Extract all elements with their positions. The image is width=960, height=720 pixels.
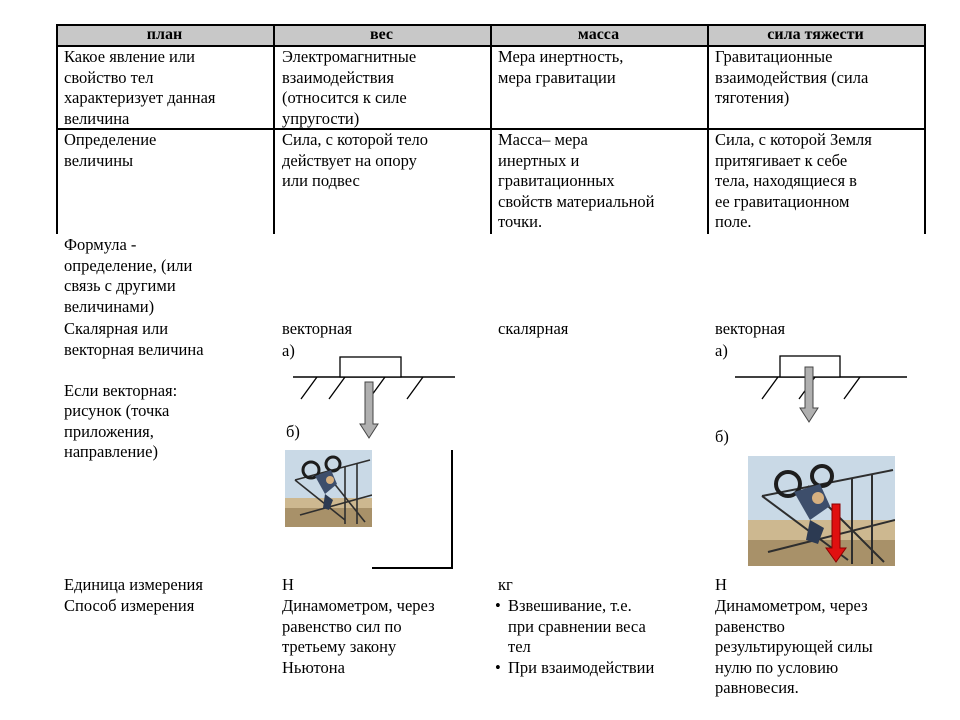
cell-definition-weight: Сила, с которой тело действует на опору или подвес [282,130,429,190]
header-weight: вес [273,25,490,45]
gravity-support-diagram [730,352,910,432]
header-gravity: сила тяжести [707,25,924,45]
cell-unit-mass: кг [498,575,513,594]
gravity-photo [748,456,895,566]
col-divider-1 [273,24,275,234]
cell-vector-mass: скалярная [498,319,569,338]
list-item [495,596,705,658]
cell-phenomenon-mass: Мера инертность, мера гравитации [498,47,624,87]
cell-phenomenon-gravity: Гравитационные взаимодействия (сила тяготения) [715,47,869,107]
weight-photo-frame-right [451,450,453,568]
gravity-label-a: а) [715,341,728,360]
weight-label-b: б) [286,422,300,441]
table-border-right [924,24,926,234]
table-border-left [56,24,58,234]
cell-vector-plan: Скалярная или векторная величина Если векторная: рисунок (точка приложения, направление) [64,319,204,461]
cell-definition-plan: Определение величины [64,130,157,170]
gravity-label-b: б) [715,427,729,446]
body-block [340,357,401,377]
bullet-icon: • [495,596,501,615]
cell-vector-weight: векторная [282,319,353,338]
support-hatching [301,377,423,399]
header-plan: план [56,25,273,45]
cell-unit-plan: Единица измерения [64,575,203,594]
list-item-text: При взаимодействии [508,657,655,677]
cell-method-weight: Динамометром, через равенство сил по третьему закону Ньютона [282,596,435,677]
col-divider-2 [490,24,492,234]
cell-definition-mass: Масса– мера инертных и гравитационных свойств материальной точки. [498,130,655,231]
cell-unit-gravity: Н [715,575,727,594]
cell-vector-gravity: векторная [715,319,786,338]
weight-label-a: а) [282,341,295,360]
weight-support-diagram [285,352,465,442]
list-item-text: Взвешивание, т.е. при сравнении веса тел [508,596,646,656]
cell-phenomenon-weight: Электромагнитные взаимодействия (относится к силе упругости) [282,47,417,128]
cell-unit-weight: Н [282,575,294,594]
header-mass: масса [490,25,707,45]
col-divider-3 [707,24,709,234]
cell-method-gravity: Динамометром, через равенство результирующей силы нулю по условию равновесия. [715,596,873,697]
weight-photo [285,450,372,527]
bullet-icon: • [495,657,501,677]
cell-method-plan: Способ измерения [64,596,195,615]
weight-photo-frame-bottom [372,567,453,569]
cell-formula-plan: Формула - определение, (или связь с другими величинами) [64,235,193,316]
cell-phenomenon-plan: Какое явление или свойство тел характеризует данная величина [64,47,216,128]
cell-method-mass-list [495,596,705,678]
cell-definition-gravity: Сила, с которой Земля притягивает к себе тела, находящиеся в ее гравитационном поле. [715,130,872,231]
list-item [495,658,705,679]
